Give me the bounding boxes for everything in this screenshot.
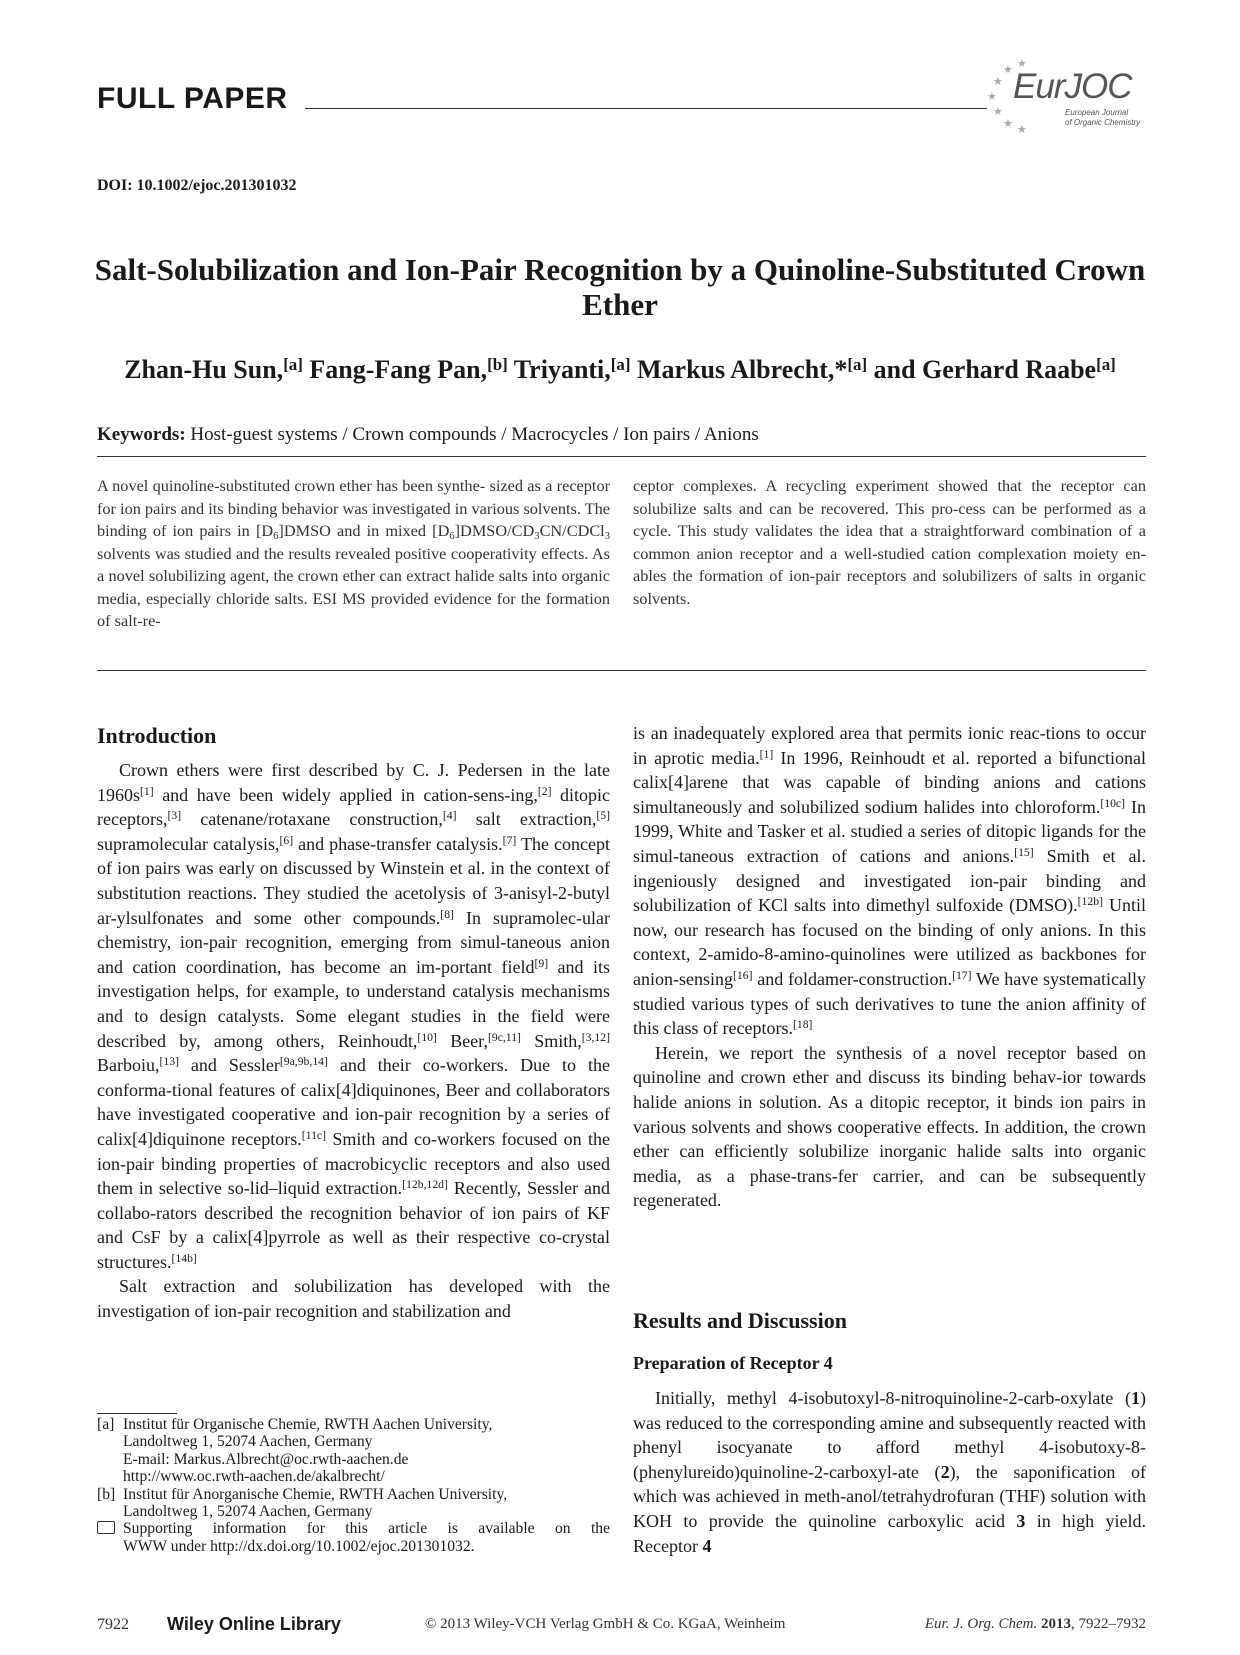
text: ditopic receptors, <box>97 784 610 830</box>
logo-star-icon: ★ <box>1017 124 1027 136</box>
text: ), the saponification of which was achieved in meth-anol/tetrahydrofuran (THF) solution with KOH to provide the quinoline carboxylic acid <box>633 1461 1147 1531</box>
wiley-online-library-link[interactable]: Wiley Online Library <box>167 1614 341 1634</box>
si-marker <box>97 1520 123 1555</box>
text: Smith et al. ingeniously designed and investigated ion-pair binding and solubilization of KCl salts into dimethyl sulfoxide (DMSO). <box>633 845 1146 916</box>
journal-citation <box>875 1616 1146 1633</box>
subscript: 3 <box>534 531 540 543</box>
abstract-left-column <box>97 475 610 633</box>
citation-ref[interactable]: [8] <box>440 907 454 921</box>
citation-ref[interactable]: [7] <box>502 833 517 847</box>
footnote-b <box>97 1486 610 1521</box>
citation-ref[interactable]: [13] <box>159 1055 179 1069</box>
body-column-left <box>97 758 610 1324</box>
citation-ref[interactable]: [6] <box>279 833 294 847</box>
doi[interactable]: DOI: 10.1002/ejoc.201301032 <box>97 177 297 194</box>
citation-ref[interactable]: [3] <box>167 809 182 823</box>
page-range: , 7922–7932 <box>1071 1616 1146 1632</box>
citation-ref[interactable]: [12b,12d] <box>402 1178 448 1192</box>
logo-star-icon: ★ <box>987 91 997 103</box>
text: ) was reduced to the corresponding amine and subsequently reacted with phenyl isocyanate to afford methyl 4-isobutoxy-8-(phenylureido)quinoline-2-carboxyl-ate ( <box>633 1388 1146 1482</box>
paragraph <box>633 1386 1146 1558</box>
author-list <box>90 355 1150 385</box>
affiliation-marker: [a] <box>610 354 631 374</box>
citation-ref[interactable]: [12b] <box>1077 895 1103 909</box>
author-name: and Gerhard Raabe <box>873 355 1097 384</box>
affiliation-marker: [a] <box>283 354 303 374</box>
abstract-text: was studied and the results revealed positive cooperativity <box>154 543 537 563</box>
citation-ref[interactable]: [11c] <box>301 1129 326 1143</box>
affiliation-line: Institut für Organische Chemie, RWTH Aachen University, <box>123 1416 493 1433</box>
footnotes <box>97 1416 610 1555</box>
citation-ref[interactable]: [17] <box>952 969 972 983</box>
supporting-info-link[interactable]: WWW under http://dx.doi.org/10.1002/ejoc.201301032. <box>123 1537 475 1555</box>
body-column-right-lower <box>633 1386 1146 1558</box>
logo-star-icon: ★ <box>1003 64 1013 76</box>
text: Smith and co-workers focused on the ion-pair binding properties of macrobicyclic receptors and also used them in selective so-lid–liquid extraction. <box>97 1128 610 1199</box>
text: Beer, <box>436 1030 488 1051</box>
compound-number: 2 <box>940 1461 950 1482</box>
text: and foldamer-construction. <box>752 968 953 989</box>
abstract-text: ]DMSO and in mixed [D <box>278 521 450 540</box>
author-name: Fang-Fang Pan, <box>309 355 488 384</box>
subscript: 3 <box>604 531 611 543</box>
citation-ref[interactable]: [14b] <box>171 1252 197 1266</box>
email-link[interactable]: E-mail: Markus.Albrecht@oc.rwth-aachen.de <box>123 1450 409 1468</box>
abstract-text: sized as a receptor for ion pairs and its binding behavior was <box>97 476 611 518</box>
keywords-value: Host-guest systems / Crown compounds / Macrocycles / Ion pairs / Anions <box>190 424 759 445</box>
author-name: Triyanti, <box>513 355 611 384</box>
logo-star-icon: ★ <box>1017 58 1027 70</box>
text: Barboiu, <box>97 1055 160 1076</box>
paragraph <box>633 721 1146 1041</box>
page-number: 7922 <box>97 1616 129 1633</box>
keywords <box>97 424 759 446</box>
footnote-supporting-info <box>97 1520 610 1555</box>
footnote-body <box>123 1416 610 1486</box>
text: In supramolec-ular chemistry, ion-pair recognition, emerging from simul-taneous anion and cation coordination, has become an im-portant field <box>97 907 610 977</box>
abstract-text: solvents <box>97 543 151 563</box>
text: Initially, methyl 4-isobutoxyl-8-nitroquinoline-2-carb-oxylate ( <box>655 1388 1131 1408</box>
abstract-text: ]DMSO/CD <box>454 521 535 540</box>
copyright: © 2013 Wiley-VCH Verlag GmbH & Co. KGaA, Weinheim <box>425 1616 786 1632</box>
footnote-marker: [b] <box>97 1485 116 1503</box>
citation-ref[interactable]: [9c,11] <box>487 1030 521 1044</box>
journal-logo <box>985 55 1155 135</box>
text: in high yield. Receptor <box>633 1510 1146 1556</box>
abstract-text: investigated in various solvents. The binding of ion pairs in <box>97 498 610 540</box>
citation-ref[interactable]: [1] <box>140 784 154 798</box>
citation-ref[interactable]: [18] <box>792 1018 813 1032</box>
abstract-text: [D <box>255 521 274 540</box>
text: and phase-transfer catalysis. <box>293 833 503 854</box>
text: and Sessler <box>178 1055 280 1076</box>
compound-number: 3 <box>1016 1510 1026 1531</box>
computer-icon <box>97 1521 115 1534</box>
footnote-body <box>123 1520 610 1555</box>
abstract-text: A novel quinoline-substituted crown ether has been synthe- <box>97 476 486 495</box>
affiliation-line: Landoltweg 1, 52074 Aachen, Germany <box>123 1433 373 1451</box>
subscript: 6 <box>449 531 455 543</box>
abstract-text: salts. ESI MS provided evidence for the formation of salt-re- <box>97 588 610 630</box>
footnote-divider <box>97 1413 177 1414</box>
citation-ref[interactable]: [4] <box>442 809 457 823</box>
section-heading-results: Results and Discussion <box>633 1308 847 1333</box>
abstract-text: CN/CDCl <box>539 521 605 540</box>
text: The concept of ion pairs was early on discussed by Winstein et al. in the context of substitution reactions. They studied the acetolysis of 3-anisyl-2-butyl ar-ylsulfonates and some other compounds. <box>97 833 610 928</box>
citation-ref[interactable]: [2] <box>537 784 552 798</box>
website-link[interactable]: http://www.oc.rwth-aachen.de/akalbrecht/ <box>123 1468 385 1486</box>
citation-ref[interactable]: [9a,9b,14] <box>279 1055 328 1069</box>
affiliation-line: Landoltweg 1, 52074 Aachen, Germany <box>123 1503 373 1521</box>
author-name: Zhan-Hu Sun, <box>124 355 284 384</box>
affiliation-line: Institut für Anorganische Chemie, RWTH Aachen University, <box>123 1485 508 1503</box>
subscript: 6 <box>273 531 279 543</box>
subsection-heading: Preparation of Receptor 4 <box>633 1353 833 1373</box>
citation-ref[interactable]: [1] <box>759 747 774 761</box>
body-column-right <box>633 721 1146 1213</box>
citation-ref[interactable]: [9] <box>534 956 549 970</box>
section-heading-introduction: Introduction <box>97 723 217 748</box>
logo-star-icon: ★ <box>993 106 1003 118</box>
text: Recently, Sessler and collabo-rators described the recognition behavior of ion pairs of KF and CsF by a calix[4]pyrrole as well as their respective co-crystal structures. <box>97 1178 610 1272</box>
abstract-bottom-rule <box>97 670 1146 671</box>
footnote-a <box>97 1416 610 1486</box>
abstract-text: effects. As a novel solubilizing agent, the crown ether can <box>97 543 610 585</box>
text: is an inadequately explored area that permits ionic reac-tions to occur in aprotic media. <box>633 723 1146 768</box>
text: Until now, our research has focused on the binding of only anions. In this context, 2-amido-8-amino-quinolines were utilized as backbones for anion-sensing <box>633 895 1146 989</box>
logo-star-icon: ★ <box>993 76 1003 88</box>
citation-ref[interactable]: [16] <box>732 969 753 983</box>
text: and their co-workers. Due to the conforma-tional features of calix[4]diquinones, Beer and collaborators have investigated cooperative and ion-pair recognition by a series of calix[4]diquinone receptors. <box>97 1055 610 1149</box>
paragraph <box>97 758 610 1274</box>
section-label: FULL PAPER <box>97 82 288 115</box>
abstract-top-rule <box>97 456 1146 457</box>
abstract-right-column: ceptor complexes. A recycling experiment showed that the receptor can solubilize salts and can be recovered. This pro-cess can be performed as a cycle. This study validates the idea that a straightforward combination of a common anion receptor and a well-studied cation complexation moiety en-ables the formation of ion-pair receptors and solubilizers of salts in organic solvents. <box>633 476 1146 608</box>
text: and its investigation helps, for example, to understand catalysis mechanisms and to design catalysts. Some elegant studies in the field were described by, among others, Reinhoudt, <box>97 956 610 1051</box>
citation-ref[interactable]: [10c] <box>1100 796 1126 810</box>
text: Salt extraction and solubilization has developed with the investigation of ion-pair recognition and stabilization and <box>97 1276 610 1322</box>
logo-star-icon: ★ <box>1003 118 1013 130</box>
header-divider <box>305 108 987 109</box>
logo-subtitle: European Journal <box>1065 108 1129 117</box>
citation-ref[interactable]: [15] <box>1014 846 1034 860</box>
citation-ref[interactable]: [3,12] <box>581 1030 611 1044</box>
year: 2013 <box>1041 1616 1071 1632</box>
author-name: Markus Albrecht,* <box>637 355 848 384</box>
abstract-text: extract halide salts into organic media, especially chloride <box>97 566 610 608</box>
footnote-marker: [a] <box>97 1416 115 1433</box>
text: Crown ethers were first described by C. J. Pedersen in the late 1960s <box>97 760 610 805</box>
text: In 1999, White and Tasker et al. studied a series of ditopic ligands for the simul-taneous extraction of cations and anions. <box>633 796 1146 866</box>
supporting-info-line: Supporting information for this article is available on the <box>123 1520 610 1538</box>
logo-wordmark: EurJOC <box>1013 67 1132 106</box>
footnote-body <box>123 1486 610 1521</box>
paragraph: Herein, we report the synthesis of a novel receptor based on quinoline and crown ether and discuss its binding behav-ior towards halide anions in solution. As a ditopic receptor, it binds ion pairs in various solvents and shows cooperative effects. In addition, the crown ether can efficiently solubilize inorganic halide salts into organic media, as a phase-trans-fer carrier, and can be subsequently regenerated. <box>633 1042 1146 1211</box>
text: and have been widely applied in cation-sens-ing, <box>153 784 538 805</box>
affiliation-marker: [a] <box>1096 354 1116 374</box>
affiliation-marker: [a] <box>847 354 868 374</box>
keywords-label: Keywords: <box>97 424 186 445</box>
text: We have systematically studied various types of such derivatives to tune the anion affinity of this class of receptors. <box>633 968 1146 1039</box>
article-title: Salt-Solubilization and Ion-Pair Recognition by a Quinoline-Substituted Crown Ether <box>94 252 1146 322</box>
journal-abbr: Eur. J. Org. Chem. <box>924 1616 1038 1632</box>
text: catenane/rotaxane construction, <box>181 809 443 830</box>
text: supramolecular catalysis, <box>97 833 280 854</box>
compound-number: 1 <box>1131 1388 1140 1408</box>
text: Smith, <box>520 1030 582 1051</box>
paragraph <box>97 1274 610 1323</box>
compound-number: 4 <box>702 1535 712 1556</box>
text: salt extraction, <box>456 809 597 830</box>
logo-subtitle: of Organic Chemistry <box>1065 118 1141 127</box>
text: In 1996, Reinhoudt et al. reported a bifunctional calix[4]arene that was capable of binding anions and cations simultaneously and solubilized sodium halides into chloroform. <box>633 747 1146 817</box>
citation-ref[interactable]: [5] <box>596 809 610 823</box>
citation-ref[interactable]: [10] <box>417 1030 437 1044</box>
affiliation-marker: [b] <box>487 354 508 374</box>
